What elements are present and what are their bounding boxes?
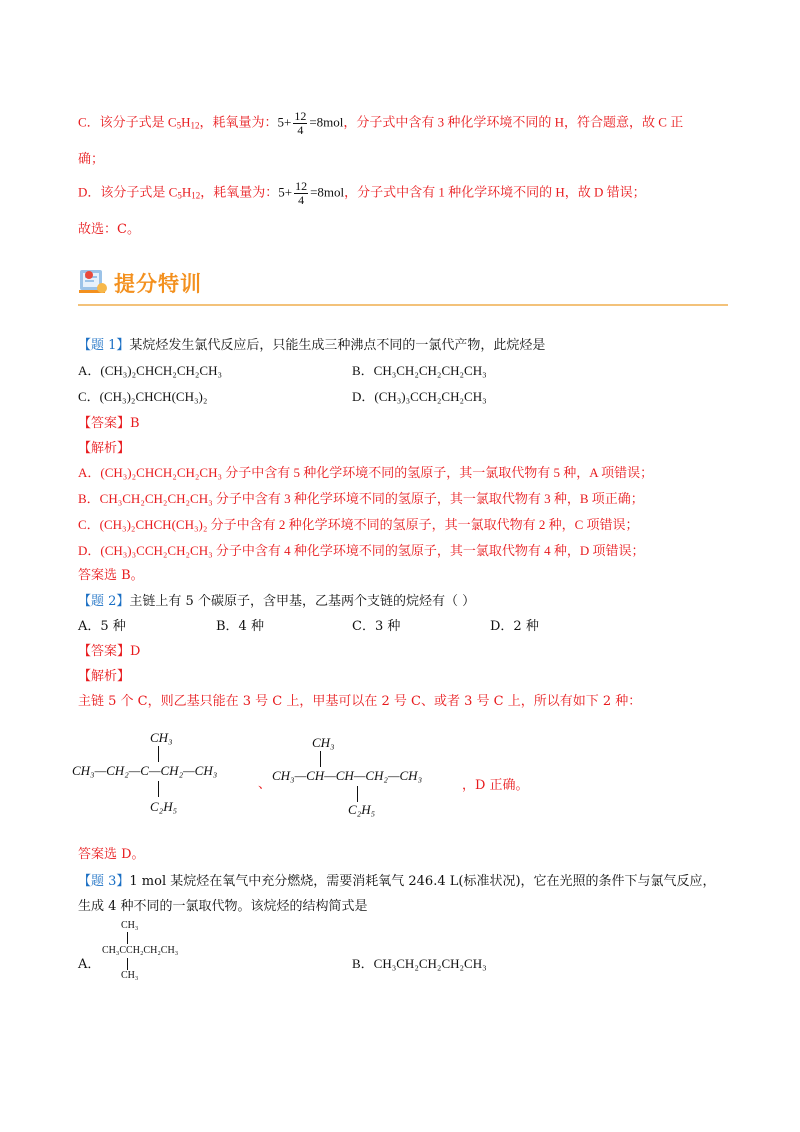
prev-c-sub1: 5 (176, 120, 182, 131)
q2-option-d: D．2 种 (490, 619, 539, 634)
q1-analysis-tag: 【解析】 (78, 441, 131, 456)
section-book-icon (78, 266, 108, 296)
q2-answer: 【答案】D (78, 644, 141, 659)
s1-bottom-bond (158, 781, 159, 797)
prev-d-fraction (294, 180, 308, 207)
section-title: 提分特训 (114, 272, 202, 296)
prev-d-den: 4 (298, 193, 305, 207)
q2-option-b: B．4 种 (216, 619, 264, 634)
q1-stem: 某烷烃发生氯代反应后，只能生成三种沸点不同的一氯代产物，此烷烃是 (129, 338, 546, 353)
q2-tail: ，D 正确。 (462, 778, 529, 793)
q2-separator: 、 (258, 777, 272, 792)
q2-conclusion: 答案选 D。 (78, 847, 145, 862)
q3-a-top-group: CH₃ (121, 920, 139, 931)
s2-main-chain: CH₃—CH—CH—CH₂—CH₃ (272, 768, 423, 783)
q1-analysis-line-b: B．CH₃CH₂CH₂CH₂CH₃ 分子中含有 3 种化学环境不同的氢原子，其一氯取代物有 3 种，B 项正确； (78, 491, 644, 506)
q3-tag: 【题 3】 (78, 874, 130, 889)
q1-option-a: A．(CH₃)₂CHCH₂CH₂CH₃ (78, 363, 223, 378)
q2-stem: 主链上有 5 个碳原子，含甲基，乙基两个支链的烷烃有（ ） (129, 594, 476, 609)
prev-d-sub1: 5 (177, 190, 182, 201)
prev-c-fraction (293, 110, 307, 137)
q3-stem-2: 生成 4 种不同的一氯取代物。该烷烃的结构简式是 (78, 899, 368, 914)
prev-d-tail: ，分子式中含有 1 种化学环境不同的 H，故 D 错误； (344, 184, 646, 200)
q1-analysis-line-d: D．(CH₃)₃CCH₂CH₂CH₃ 分子中含有 4 种化学环境不同的氢原子，其一氯取代物有 4 种，D 项错误； (78, 543, 645, 558)
section-divider (78, 304, 728, 306)
q2-analysis-line: 主链 5 个 C，则乙基只能在 3 号 C 上，甲基可以在 2 号 C、或者 3 号 C 上，所以有如下 2 种： (78, 694, 642, 709)
q3-stem-1: 1 mol 某烷烃在氧气中充分燃烧，需要消耗氧气 246.4 L(标准状况)，它在光照的条件下与氯气反应， (129, 874, 716, 889)
q1-tag: 【题 1】 (78, 338, 130, 353)
s1-top-group: CH₃ (150, 730, 173, 745)
q3-a-bottom-group: CH₃ (121, 970, 139, 981)
q3-a-bottom-bond (127, 958, 128, 970)
prev-c-den: 4 (297, 123, 304, 137)
prev-c-tail: ，分子式中含有 3 种化学环境不同的 H，符合题意，故 C 正 (343, 114, 684, 130)
prev-c-sub2: 12 (190, 120, 200, 131)
prev-d-int: 5+ (278, 184, 293, 200)
q1-option-c: C．(CH₃)₂CHCH(CH₃)₂ (78, 389, 208, 404)
prev-c-result: =8mol (309, 114, 344, 130)
prev-option-d-line (78, 180, 646, 207)
prev-c-prefix: C．该分子式是 C (78, 114, 177, 130)
prev-d-prefix: D．该分子式是 C (78, 184, 178, 200)
prev-c-wrap: 确； (78, 152, 105, 167)
q3-option-b: B．CH₃CH₂CH₂CH₂CH₃ (352, 956, 487, 971)
prev-c-int: 5+ (277, 114, 292, 130)
s2-bottom-group: C₂H₅ (348, 802, 376, 817)
s2-top-bond (320, 751, 321, 767)
prev-d-result: =8mol (310, 184, 345, 200)
q2-option-a: A．5 种 (78, 619, 126, 634)
s1-main-chain: CH₃—CH₂—C—CH₂—CH₃ (72, 763, 218, 778)
q1-analysis-line-a: A．(CH₃)₂CHCH₂CH₂CH₃ 分子中含有 5 种化学环境不同的氢原子，其一氯取代物有 5 种，A 项错误； (78, 465, 654, 480)
s1-top-bond (158, 746, 159, 762)
q3-stem-line-1 (78, 870, 716, 889)
prev-d-num: 12 (295, 179, 308, 193)
q2-tag: 【题 2】 (78, 594, 130, 609)
prev-d-sub2: 12 (191, 190, 201, 201)
prev-c-mid: H (181, 114, 191, 130)
prev-c-num: 12 (294, 109, 307, 123)
prev-answer: 故选：C。 (78, 222, 140, 237)
q1-conclusion: 答案选 B。 (78, 568, 144, 583)
q1-option-b: B．CH₃CH₂CH₂CH₂CH₃ (352, 363, 487, 378)
q3-a-top-bond (127, 932, 128, 944)
s2-top-group: CH₃ (312, 735, 335, 750)
q2-analysis-tag: 【解析】 (78, 669, 131, 684)
prev-d-label: ，耗氧量为： (200, 184, 279, 200)
q3-option-a-label: A． (78, 957, 101, 972)
q1-option-d: D．(CH₃)₃CCH₂CH₂CH₃ (352, 389, 487, 404)
prev-option-c-line (78, 110, 683, 137)
q2-stem-line (78, 590, 475, 609)
s1-bottom-group: C₂H₅ (150, 799, 178, 814)
s2-bottom-bond (357, 786, 358, 802)
q2-option-c: C．3 种 (352, 619, 401, 634)
q1-answer: 【答案】B (78, 416, 140, 431)
prev-d-mid: H (181, 184, 192, 200)
q3-a-main-chain: CH₃CCH₂CH₂CH₃ (102, 945, 179, 956)
q1-stem-line (78, 334, 545, 353)
q1-analysis-line-c: C．(CH₃)₂CHCH(CH₃)₂ 分子中含有 2 种化学环境不同的氢原子，其一氯取代物有 2 种，C 项错误； (78, 517, 639, 532)
prev-c-label: ，耗氧量为： (199, 114, 278, 130)
